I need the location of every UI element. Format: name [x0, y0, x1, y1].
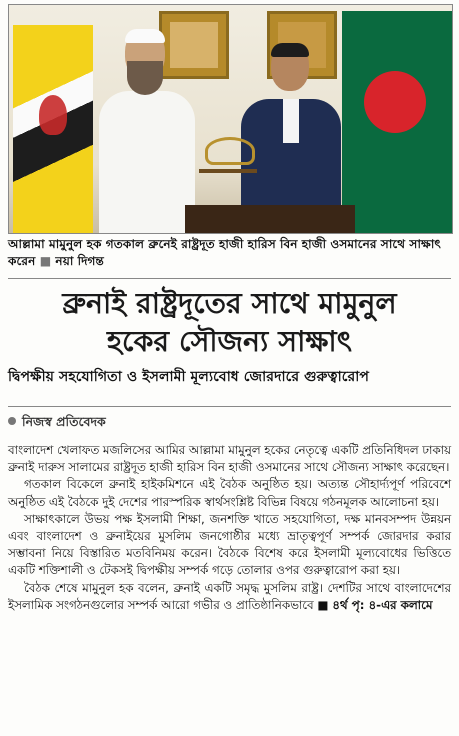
- person-mamunul-haque: [95, 29, 205, 233]
- news-photo: [8, 4, 453, 234]
- byline: [8, 414, 106, 434]
- byline-text: নিজস্ব প্রতিবেদক: [22, 414, 106, 429]
- photo-caption: [8, 236, 451, 270]
- article-paragraph: বাংলাদেশ খেলাফত মজলিসের আমির আল্লামা মামুনুল হকের নেতৃত্বে একটি প্রতিনিধিদল ঢাকায় ব্রুনাই দারুস সালামের রাষ্ট্রদূত হাজী হারিস বিন হাজী ওসমানের সাথে সৌজন্য সাক্ষাৎ করেছেন।: [8, 443, 451, 475]
- bullet-icon: [8, 417, 16, 425]
- square-icon: ■: [317, 597, 329, 612]
- headline-line: ব্রুনাই রাষ্ট্রদূতের সাথে মামুনুল: [62, 286, 397, 320]
- bangladesh-flag: [342, 11, 452, 233]
- article-body: [8, 442, 451, 614]
- subheadline: দ্বিপক্ষীয় সহযোগিতা ও ইসলামী মূল্যবোধ জোরদারে গুরুত্বারোপ: [8, 369, 370, 385]
- headline-line: হকের সৌজন্য সাক্ষাৎ: [107, 324, 352, 358]
- article-paragraph: সাক্ষাৎকালে উভয় পক্ষ ইসলামী শিক্ষা, জনশক্তি খাতে সহযোগিতা, দক্ষ মানবসম্পদ উন্নয়ন এবং বাংলাদেশ ও ব্রুনাইয়ের মুসলিম জনগোষ্ঠীর মধ্যে ভ্রাতৃত্বপূর্ণ সম্পর্ক জোরদার করার সম্ভাবনা নিয়ে বিস্তারিত মতবিনিময় করেন। বৈঠকে বিশেষ করে ইসলামী মূল্যবোধের ভিত্তিতে একটি শক্তিশালী ও টেকসই দ্বিপক্ষীয় সম্পর্ক গড়ে তোলার ওপর গুরুত্বারোপ করা হয়।: [8, 511, 451, 578]
- caption-text: আল্লামা মামুনুল হক গতকাল ব্রুনেই রাষ্ট্রদূত হাজী হারিস বিন হাজী ওসমানের সাথে সাক্ষাৎ করেন: [8, 237, 441, 268]
- divider: [8, 278, 451, 279]
- brunei-crest: [39, 95, 67, 135]
- square-icon: ■: [39, 254, 52, 268]
- caption-credit: নয়া দিগন্ত: [55, 254, 104, 268]
- gift-souvenir: [199, 135, 257, 173]
- continued-link[interactable]: ৪র্থ পৃ: ৪-এর কলামে: [332, 597, 433, 612]
- headline: [8, 284, 451, 360]
- article-paragraph: গতকাল বিকেলে ব্রুনাই হাইকমিশনে এই বৈঠক অনুষ্ঠিত হয়। অত্যন্ত সৌহার্দ্যপূর্ণ পরিবেশে অনুষ্ঠিত এই বৈঠকে দুই দেশের পারস্পরিক স্বার্থসংশ্লিষ্ট বিভিন্ন বিষয়ে গঠনমূলক আলোচনা হয়।: [8, 477, 451, 509]
- last-paragraph-text: বৈঠক শেষে মামুনুল হক বলেন, ব্রুনাই একটি সমৃদ্ধ মুসলিম রাষ্ট্র। দেশটির সাথে বাংলাদেশের ইসলামিক সংগঠনগুলোর সম্পর্ক আরো গভীর ও প্রাতিষ্ঠানিকভাবে: [8, 580, 451, 612]
- divider: [8, 406, 451, 407]
- article-paragraph: [8, 580, 451, 614]
- desk: [185, 205, 355, 233]
